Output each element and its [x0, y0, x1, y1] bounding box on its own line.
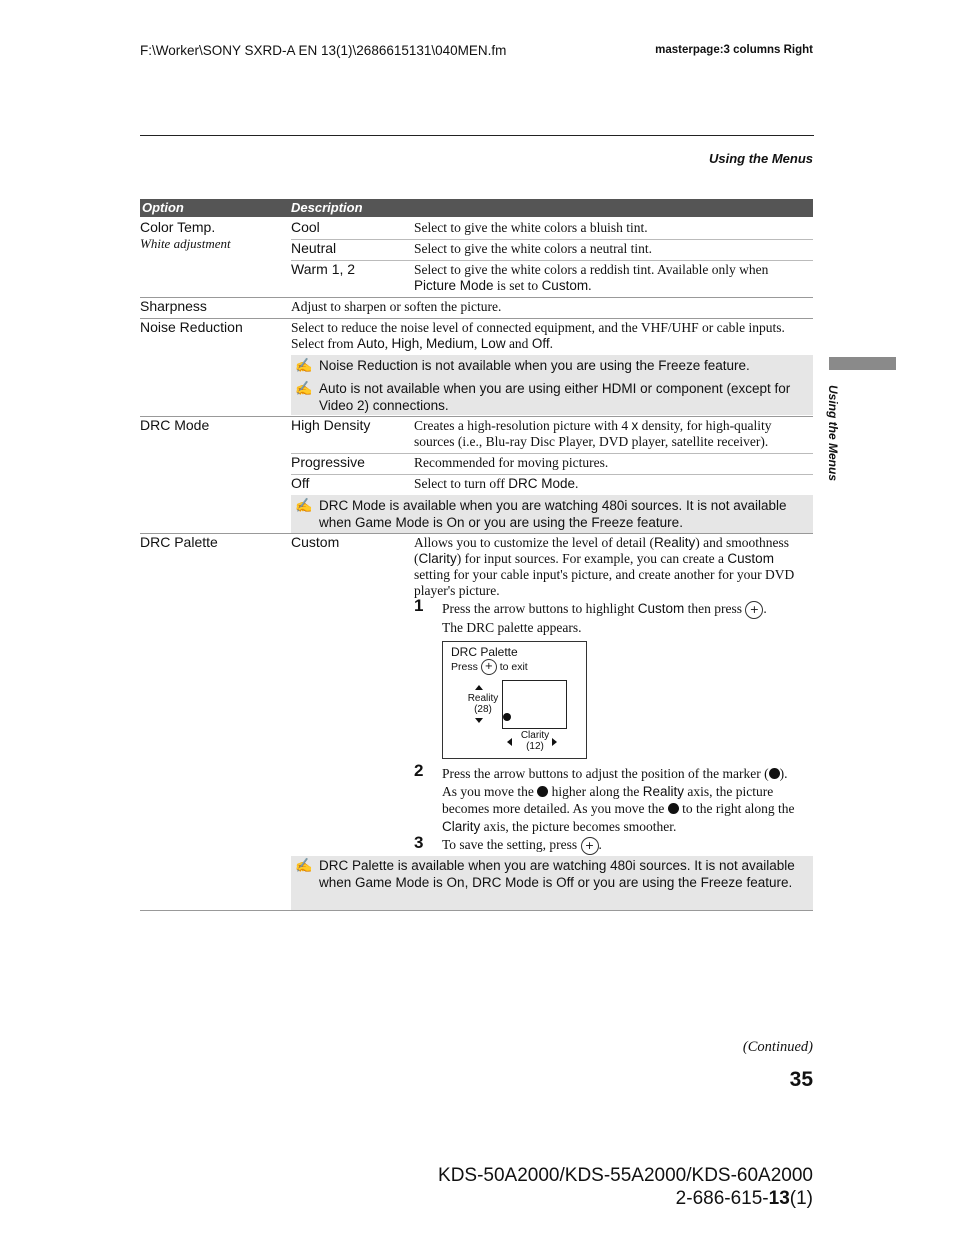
value-high-density: High Density [291, 417, 371, 433]
desc-warm [414, 262, 810, 294]
term-clarity: Clarity [418, 551, 457, 566]
arrow-up-icon [475, 685, 483, 690]
desc-text: setting for your cable input's picture, and create another for your DVD player's picture. [414, 567, 795, 598]
desc-text: To save the setting, press [442, 837, 581, 852]
value-off: Off [291, 475, 310, 491]
option-sharpness: Sharpness [140, 298, 207, 314]
value-progressive: Progressive [291, 454, 365, 470]
file-path: F:\Worker\SONY SXRD-A EN 13(1)\2686615131\040MEN.fm [140, 43, 507, 58]
palette-title: DRC Palette [451, 645, 518, 659]
row-divider [140, 533, 813, 534]
desc-text: The DRC palette appears. [442, 619, 582, 635]
desc-text: Select to reduce the noise level of connected equipment, and the VHF/UHF or cable inputs. [291, 320, 785, 335]
pencil-note-icon: ✍ [295, 357, 313, 373]
continued-label: (Continued) [742, 1039, 813, 1055]
desc-text: Allows you to customize the level of detail ( [414, 535, 654, 550]
desc-progressive: Recommended for moving pictures. [414, 455, 609, 470]
desc-text: is set to [493, 278, 542, 293]
palette-to-exit: to exit [499, 660, 528, 673]
marker-dot-icon [769, 768, 780, 779]
clarity-value: (12) [526, 741, 544, 752]
note-text: DRC Palette is available when you are watching 480i sources. It is not available when Game Mode is On, DRC Mode is Off or you are using the Freeze feature. [319, 858, 795, 890]
pencil-note-icon: ✍ [295, 380, 313, 396]
reality-label [463, 693, 503, 715]
arrow-left-icon [507, 738, 512, 746]
option-color-temp-sub: White adjustment [140, 236, 231, 251]
pencil-note-icon: ✍ [295, 497, 313, 513]
step-1-text [442, 600, 810, 637]
part-number [438, 1187, 813, 1210]
desc-text: . [549, 336, 553, 351]
note-drc-palette [291, 856, 813, 910]
row-divider [291, 260, 813, 261]
desc-sharpness: Adjust to sharpen or soften the picture. [291, 299, 502, 314]
note-text: DRC Mode is available when you are watching 480i sources. It is not available when Game Mode is On or you are using the Freeze feature. [319, 498, 787, 530]
desc-text: , [419, 336, 427, 351]
value-neutral: Neutral [291, 240, 337, 256]
note-drc-mode [291, 495, 813, 533]
header-option: Option [142, 200, 184, 215]
step-number: 3 [414, 833, 424, 852]
step-2-text [442, 765, 810, 835]
model-info [438, 1164, 813, 1210]
page-number: 35 [789, 1068, 813, 1091]
row-divider [291, 239, 813, 240]
part-prefix: 2-686-615- [675, 1188, 769, 1209]
note-text: Noise Reduction is not available when you are using the Freeze feature. [319, 358, 750, 373]
term-reality: Reality [642, 783, 684, 799]
desc-text: higher along the [548, 783, 643, 799]
desc-text: Press the arrow buttons to highlight [442, 601, 638, 616]
term-high: High [391, 336, 420, 351]
top-rule [140, 135, 814, 136]
desc-text: to the right along the [678, 801, 795, 816]
section-title: Using the Menus [708, 151, 813, 166]
marker-dot-icon [668, 803, 679, 814]
term-reality: Reality [653, 535, 696, 550]
arrow-right-icon [552, 738, 557, 746]
desc-text: . [575, 476, 579, 491]
desc-text: Creates a high-resolution picture with 4 [414, 418, 632, 433]
side-tab-bar [829, 357, 896, 370]
term-custom: Custom [637, 601, 685, 616]
part-suffix: (1) [789, 1188, 813, 1209]
row-divider [140, 416, 813, 417]
note-noise-reduction [291, 355, 813, 415]
option-color-temp: Color Temp. [140, 219, 216, 235]
palette-press-hint [451, 659, 528, 675]
part-bold: 13 [768, 1188, 790, 1209]
clarity-label-text: Clarity [520, 730, 550, 741]
center-plus-button-icon: + [481, 659, 497, 675]
desc-off [414, 476, 578, 492]
term-custom: Custom [541, 278, 589, 293]
desc-text: ) for input sources. For example, you can create a [456, 551, 728, 566]
row-divider [291, 474, 813, 475]
clarity-label [513, 730, 557, 752]
side-tab-label: Using the Menus [826, 385, 840, 482]
center-plus-button-icon: + [745, 601, 763, 619]
drc-palette-illustration [442, 641, 587, 759]
value-cool: Cool [291, 219, 320, 235]
center-plus-button-icon: + [581, 837, 599, 855]
term-drc-mode: DRC Mode [508, 476, 576, 491]
desc-text: . [588, 278, 592, 293]
desc-text: axis, the picture becomes smoother. [480, 818, 677, 834]
reality-label-text: Reality [467, 693, 499, 704]
term-x: x [631, 418, 639, 433]
desc-text: Select to turn off [414, 476, 509, 491]
option-drc-mode: DRC Mode [140, 417, 210, 433]
step-3-text [442, 836, 810, 855]
option-noise-reduction: Noise Reduction [140, 319, 243, 335]
value-warm: Warm 1, 2 [291, 261, 356, 277]
term-medium: Medium [426, 336, 475, 351]
desc-text: . [598, 837, 602, 852]
pencil-note-icon: ✍ [295, 857, 313, 873]
marker-dot-icon [537, 786, 548, 797]
palette-press: Press [451, 660, 478, 673]
table-bottom-rule [140, 910, 813, 911]
side-tab [826, 385, 844, 495]
step-number: 1 [414, 596, 424, 615]
desc-text: . [763, 601, 767, 616]
desc-high-density [414, 418, 812, 450]
desc-text: axis, the picture becomes more detailed. As you move the [442, 783, 774, 816]
desc-text: Press the arrow buttons to adjust the position of the marker ( [442, 766, 769, 781]
desc-noise-reduction [291, 320, 811, 352]
desc-text: As you move the [442, 783, 538, 799]
reality-value: (28) [474, 704, 492, 715]
note-text: Auto is not available when you are using either HDMI or component (except for Video 2) connections. [319, 381, 791, 413]
masterpage-label: masterpage:3 columns Right [655, 44, 813, 56]
desc-drc-palette [414, 535, 812, 599]
desc-text: ). [779, 766, 788, 781]
desc-text: Select from [291, 336, 357, 351]
model-line: KDS-50A2000/KDS-55A2000/KDS-60A2000 [438, 1165, 813, 1186]
term-low: Low [480, 336, 506, 351]
term-clarity: Clarity [442, 818, 481, 834]
desc-text: ) and smoothness ( [414, 535, 789, 566]
desc-text: and [505, 336, 532, 351]
desc-cool: Select to give the white colors a bluish tint. [414, 220, 648, 235]
value-custom: Custom [291, 534, 340, 550]
marker-dot-icon [503, 713, 511, 721]
desc-text: then press [684, 601, 746, 616]
table-header [140, 199, 813, 217]
desc-text: Select to give the white colors a reddish tint. Available only when [414, 262, 769, 277]
term-picture-mode: Picture Mode [414, 278, 494, 293]
desc-neutral: Select to give the white colors a neutral tint. [414, 241, 653, 256]
term-off: Off [531, 336, 550, 351]
desc-text: , [384, 336, 392, 351]
option-drc-palette: DRC Palette [140, 534, 218, 550]
term-custom: Custom [727, 551, 774, 566]
term-auto: Auto [356, 336, 385, 351]
step-number: 2 [414, 761, 424, 780]
palette-grid [502, 680, 567, 729]
desc-text: , [474, 336, 481, 351]
desc-text: density, for high-quality sources (i.e., Blu-ray Disc Player, DVD player, satellite receiver). [414, 418, 772, 449]
arrow-down-icon [475, 718, 483, 723]
header-description: Description [291, 200, 363, 215]
row-divider [291, 453, 813, 454]
row-divider [140, 297, 813, 298]
